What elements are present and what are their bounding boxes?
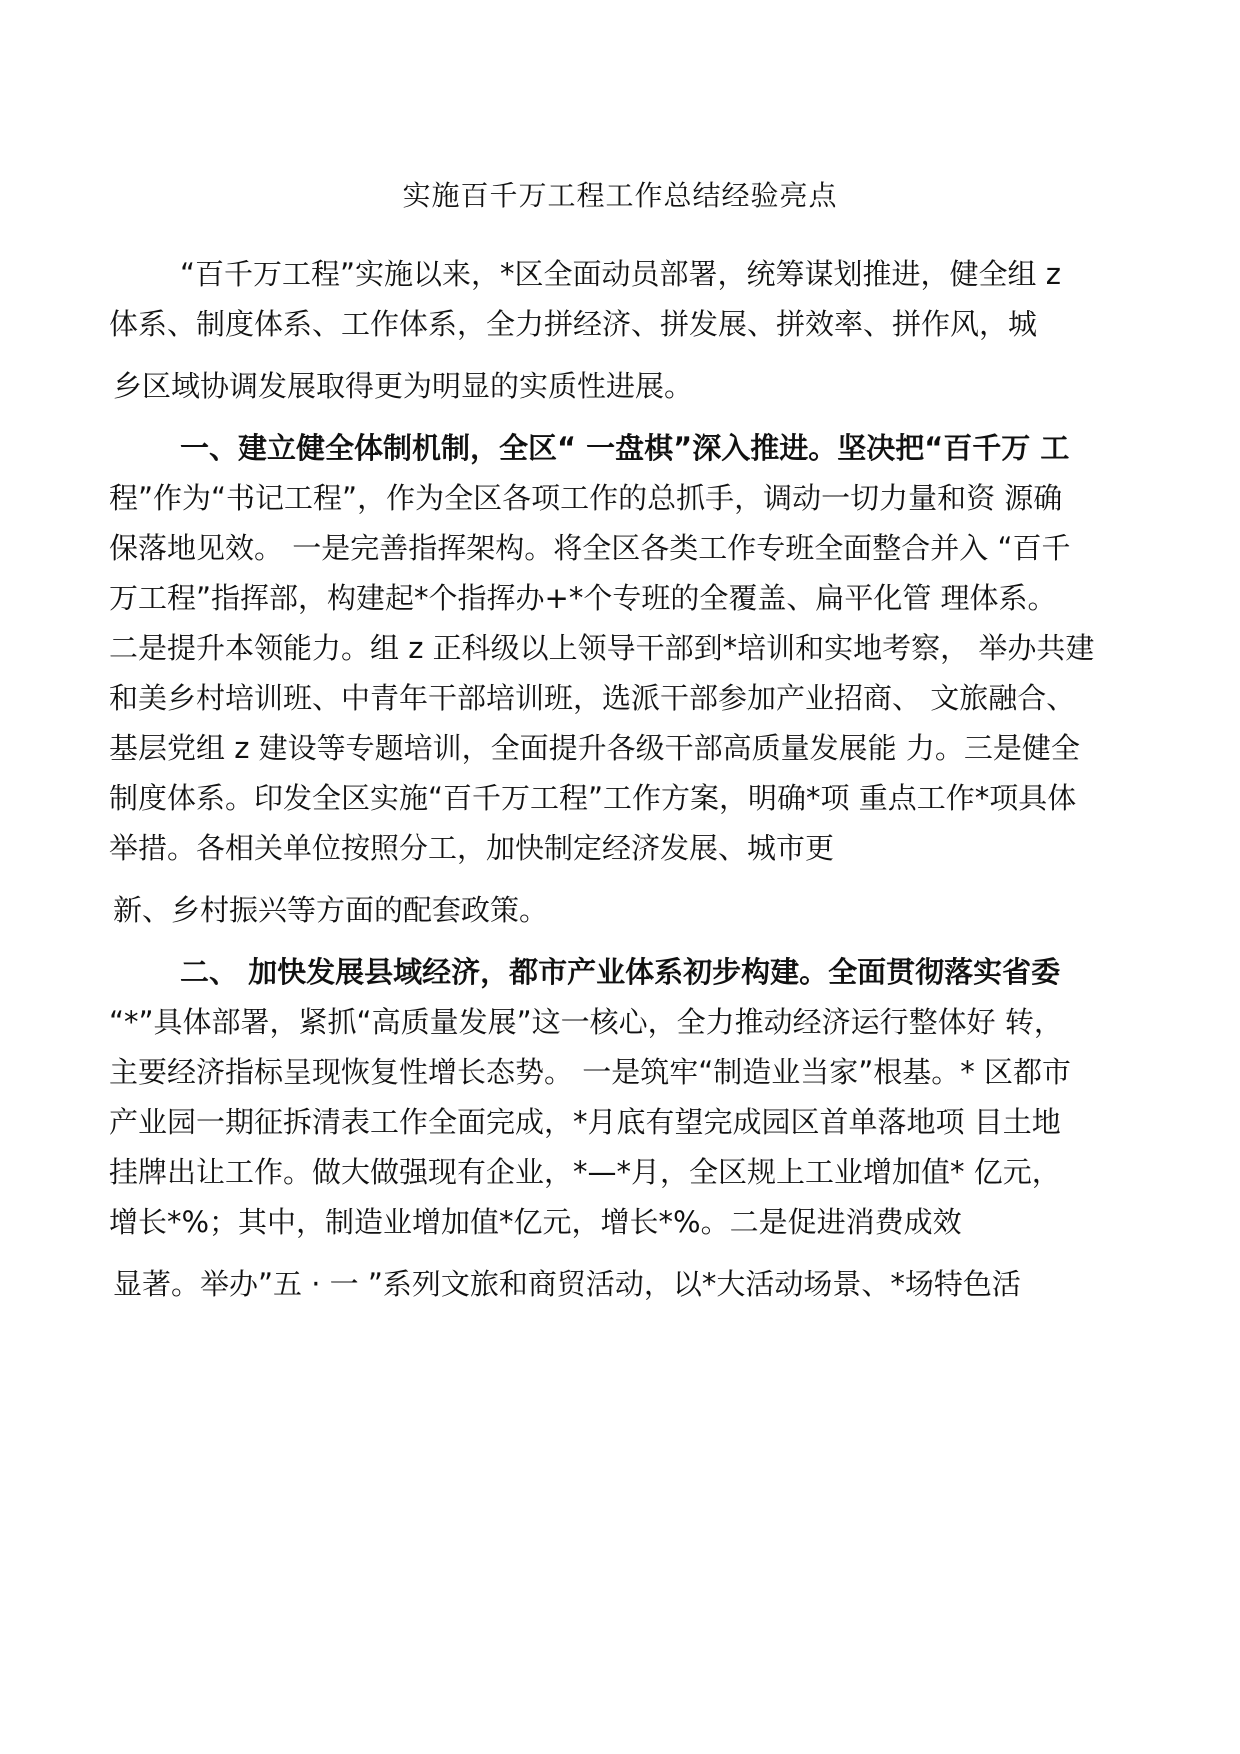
paragraph-line: 新、乡村振兴等方面的配套政策。: [113, 893, 549, 927]
section-heading-line: 二、 加快发展县域经济，都市产业体系初步构建。全面贯彻落实省委: [180, 955, 1061, 989]
paragraph-line: 主要经济指标呈现恢复性增长态势。 一是筑牢“制造业当家”根基。* 区都市: [109, 1055, 1071, 1089]
paragraph-line: 显著。举办”五 · 一 ”系列文旅和商贸活动，以*大活动场景、*场特色活: [113, 1267, 1021, 1301]
paragraph-line: 体系、制度体系、工作体系，全力拼经济、拼发展、拼效率、拼作风，城: [109, 307, 1038, 341]
paragraph-line: 制度体系。印发全区实施“百千万工程”工作方案，明确*项 重点工作*项具体: [109, 781, 1077, 815]
paragraph-line: 基层党组 z 建设等专题培训，全面提升各级干部高质量发展能 力。三是健全: [109, 731, 1080, 765]
paragraph-line: 二是提升本领能力。组 z 正科级以上领导干部到*培训和实地考察， 举办共建: [109, 631, 1095, 665]
paragraph-line: 万工程”指挥部，构建起*个指挥办+*个专班的全覆盖、扁平化管 理体系。: [109, 581, 1057, 615]
paragraph-line: 挂牌出让工作。做大做强现有企业，*—*月，全区规上工业增加值* 亿元，: [109, 1155, 1061, 1189]
paragraph-line: 和美乡村培训班、中青年干部培训班，选派干部参加产业招商、 文旅融合、: [109, 681, 1076, 715]
paragraph-line: “百千万工程”实施以来，*区全面动员部署，统筹谋划推进，健全组 z: [180, 257, 1061, 291]
document-title: 实施百千万工程工作总结经验亮点: [402, 179, 838, 212]
paragraph-line: 产业园一期征拆清表工作全面完成，*月底有望完成园区首单落地项 目土地: [109, 1105, 1061, 1139]
section-heading-line: 一、建立健全体制机制，全区“ 一盘棋”深入推进。坚决把“百千万 工: [180, 431, 1070, 465]
paragraph-line: 举措。各相关单位按照分工，加快制定经济发展、城市更: [109, 831, 835, 865]
paragraph-line: 程”作为“书记工程”，作为全区各项工作的总抓手，调动一切力量和资 源确: [109, 481, 1063, 515]
paragraph-line: 保落地见效。 一是完善指挥架构。将全区各类工作专班全面整合并入 “百千: [109, 531, 1071, 565]
paragraph-line: 乡区域协调发展取得更为明显的实质性进展。: [113, 369, 694, 403]
paragraph-line: 增长*%；其中，制造业增加值*亿元，增长*%。二是促进消费成效: [109, 1205, 962, 1239]
paragraph-line: “*”具体部署，紧抓“高质量发展”这一核心，全力推动经济运行整体好 转，: [109, 1005, 1063, 1039]
